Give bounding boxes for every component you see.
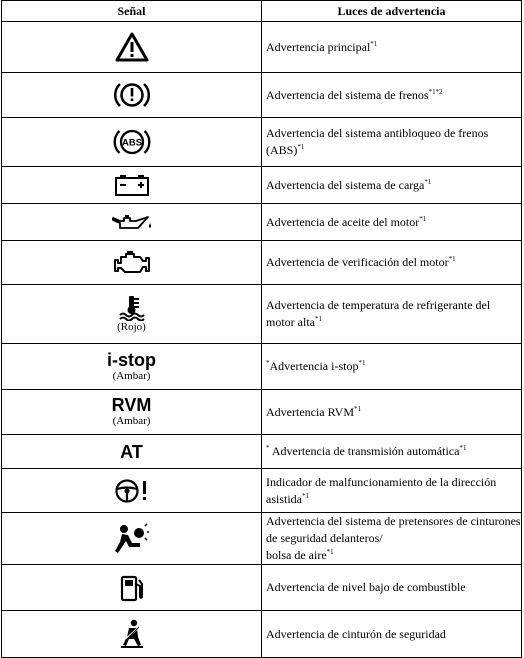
header-warning-lights: Luces de advertencia — [262, 1, 522, 22]
oil-can-icon — [110, 212, 154, 232]
table-row — [2, 241, 522, 285]
table-row — [2, 73, 522, 118]
footnote-mark: *1 — [297, 143, 305, 151]
footnote-mark: *1 — [370, 39, 378, 48]
table-row — [2, 435, 522, 469]
header-signal: Señal — [2, 1, 262, 22]
row-text: Indicador de malfuncionamiento de la dirección asistida — [266, 474, 497, 506]
footnote-mark: *1 — [424, 177, 432, 186]
row-text: Advertencia RVM — [266, 404, 355, 419]
row-text: Advertencia de aceite del motor — [266, 214, 420, 229]
row-text: Advertencia de verificación del motor — [266, 255, 449, 269]
footnote-prefix: * — [266, 359, 270, 367]
row-text: Advertencia principal — [266, 39, 371, 54]
footnote-mark: *1*2 — [428, 87, 443, 96]
master-warning-icon — [115, 32, 149, 62]
table-row — [2, 469, 522, 513]
fuel-pump-icon — [118, 574, 146, 602]
row-text: Advertencia de cinturón de seguridad — [266, 626, 446, 641]
table-header — [2, 1, 522, 22]
footnote-mark: *1 — [354, 404, 362, 413]
table-row — [2, 204, 522, 241]
row-text: Advertencia del sistema de carga — [266, 177, 425, 192]
footnote-mark: *1 — [419, 214, 427, 223]
at-icon: AT — [120, 441, 143, 462]
abs-icon-label: ABS — [121, 137, 142, 149]
row-text: Advertencia i-stop — [269, 359, 359, 373]
table-row — [2, 344, 522, 390]
battery-icon — [114, 173, 150, 197]
table-row — [2, 611, 522, 658]
row-text: Advertencia de nivel bajo de combustible — [266, 580, 466, 594]
table-row — [2, 285, 522, 344]
abs-icon — [112, 127, 152, 157]
table-row — [2, 513, 522, 565]
seat-belt-icon — [118, 619, 146, 649]
row-text-continued: bolsa de aire — [266, 548, 327, 562]
table-row — [2, 118, 522, 167]
color-note: (Rojo) — [117, 320, 146, 333]
rvm-icon: RVM — [111, 395, 152, 415]
footnote-mark: *1 — [459, 444, 467, 452]
row-text: Advertencia del sistema de frenos — [266, 87, 429, 102]
color-note: (Ambar) — [112, 415, 151, 427]
warning-lights-table — [1, 0, 522, 658]
footnote-mark: *1 — [314, 315, 322, 323]
footnote-prefix: * — [266, 444, 270, 452]
airbag-icon — [114, 523, 150, 555]
power-steering-icon — [112, 477, 152, 505]
footnote-mark: *1 — [302, 491, 309, 500]
footnote-mark: *1 — [326, 548, 334, 556]
brake-system-icon — [112, 80, 152, 110]
color-note: (Ambar) — [112, 369, 151, 382]
i-stop-icon: i-stop — [107, 349, 156, 370]
table-row — [2, 167, 522, 204]
row-text: Advertencia de transmisión automática — [269, 444, 460, 458]
table-row — [2, 22, 522, 73]
row-text: Advertencia del sistema de pretensores de cinturones de seguridad delanteros/ — [266, 514, 521, 545]
table-row — [2, 565, 522, 611]
row-text: Advertencia del sistema antibloqueo de frenos (ABS) — [266, 126, 489, 157]
footnote-mark: *1 — [448, 255, 456, 263]
row-text: Advertencia de temperatura de refrigerante del motor alta — [266, 298, 491, 329]
table-row — [2, 390, 522, 435]
check-engine-icon — [112, 249, 152, 277]
footnote-mark: *1 — [358, 359, 366, 367]
coolant-temperature-icon — [118, 295, 146, 321]
